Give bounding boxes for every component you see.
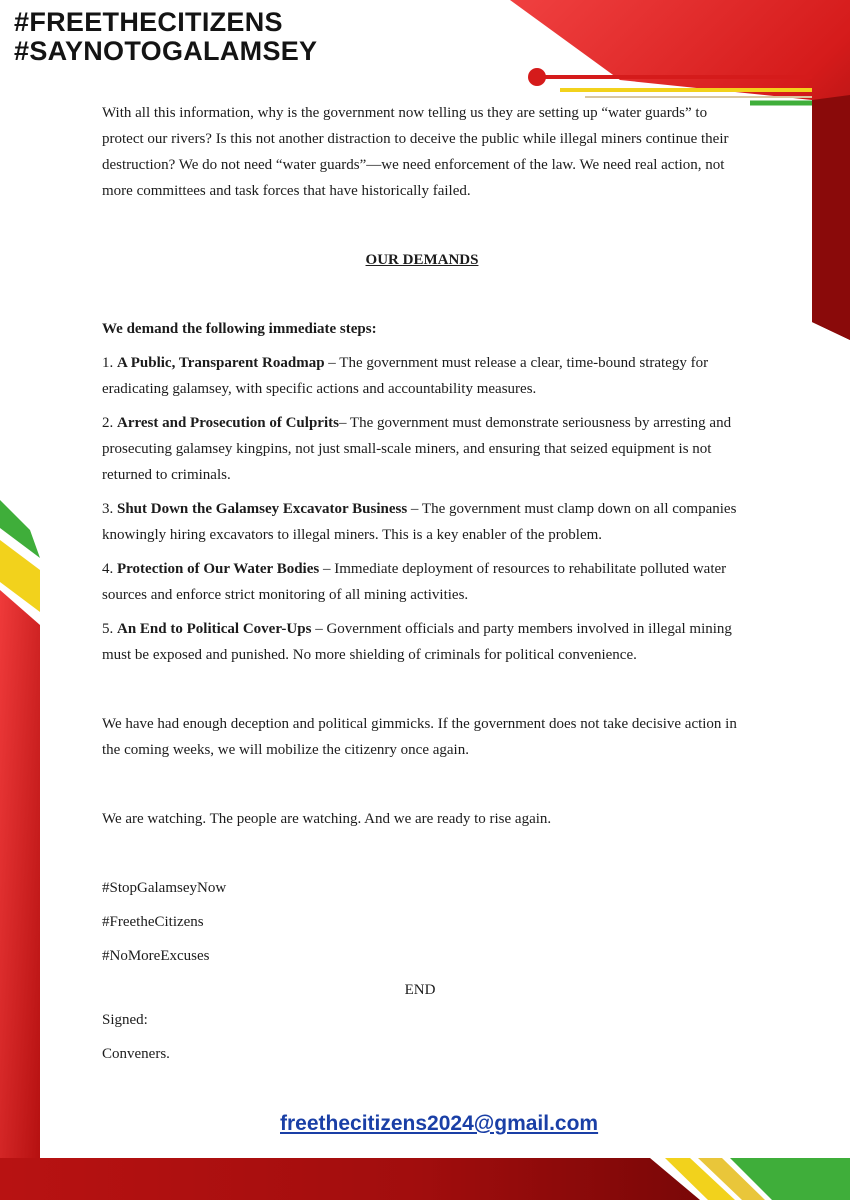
- demand-item-1: [102, 350, 742, 402]
- demand-item-4: [102, 556, 742, 608]
- conveners-label: Conveners.: [102, 1046, 170, 1062]
- demand-item-5: [102, 616, 742, 668]
- demand-number: 2.: [102, 415, 114, 431]
- signed-label: Signed:: [102, 1012, 148, 1028]
- header-hashtags: [14, 8, 317, 66]
- header-hashtag-saynotogalamsey: #SAYNOTOGALAMSEY: [14, 36, 318, 66]
- demand-item-3: [102, 496, 742, 548]
- closing-paragraph: We have had enough deception and political gimmicks. If the government does not take decisive action in the coming weeks, we will mobilize the citizenry once again.: [102, 716, 737, 758]
- demand-title: Arrest and Prosecution of Culprits: [117, 415, 339, 431]
- demand-number: 4.: [102, 561, 114, 577]
- intro-paragraph: With all this information, why is the government now telling us they are setting up “water guards” to protect our rivers? Is this not another distraction to deceive the public while illegal miners continue their destruction? We do not need “water guards”—we need enforcement of the law. We need real action, not more committees and task forces that have historically failed.: [102, 105, 729, 199]
- demand-text: – Government officials and party members involved in illegal mining must be exposed and punished. No more shielding of criminals for political convenience.: [102, 621, 732, 663]
- hashtag-nomoreexcuses: #NoMoreExcuses: [102, 948, 210, 964]
- demand-number: 1.: [102, 355, 114, 371]
- contact-email-link[interactable]: freethecitizens2024@gmail.com: [280, 1112, 599, 1135]
- header-hashtag-freethecitizens: #FREETHECITIZENS: [14, 7, 283, 37]
- hashtag-freethecitizens: #FreetheCitizens: [102, 914, 204, 930]
- demands-lead: We demand the following immediate steps:: [102, 321, 377, 337]
- demand-title: Shut Down the Galamsey Excavator Business: [117, 501, 408, 517]
- demand-title: An End to Political Cover-Ups: [117, 621, 312, 637]
- end-marker: END: [404, 982, 436, 998]
- left-side-stripes: [0, 500, 40, 1200]
- demand-title: A Public, Transparent Roadmap: [117, 355, 325, 371]
- demand-text: – Immediate deployment of resources to rehabilitate polluted water sources and enforce strict monitoring of all mining activities.: [102, 561, 727, 603]
- watching-paragraph: We are watching. The people are watching. And we are ready to rise again.: [102, 811, 552, 827]
- demand-text: – The government must clamp down on all companies knowingly hiring excavators to illegal miners. This is a key enabler of the problem.: [102, 501, 737, 543]
- bottom-band: [0, 1158, 850, 1200]
- demand-text: – The government must release a clear, time-bound strategy for eradicating galamsey, with specific actions and accountability measures.: [102, 355, 709, 397]
- demand-title: Protection of Our Water Bodies: [117, 561, 320, 577]
- demand-number: 3.: [102, 501, 114, 517]
- demands-heading: OUR DEMANDS: [365, 252, 479, 268]
- letter-body: [102, 100, 742, 1067]
- demand-text: – The government must demonstrate seriousness by arresting and prosecuting galamsey kingpins, not just small-scale miners, and ensuring that seized equipment is not returned to criminals.: [102, 415, 732, 483]
- hashtag-stopgalamseynow: #StopGalamseyNow: [102, 880, 227, 896]
- demand-number: 5.: [102, 621, 114, 637]
- demand-item-2: [102, 410, 742, 488]
